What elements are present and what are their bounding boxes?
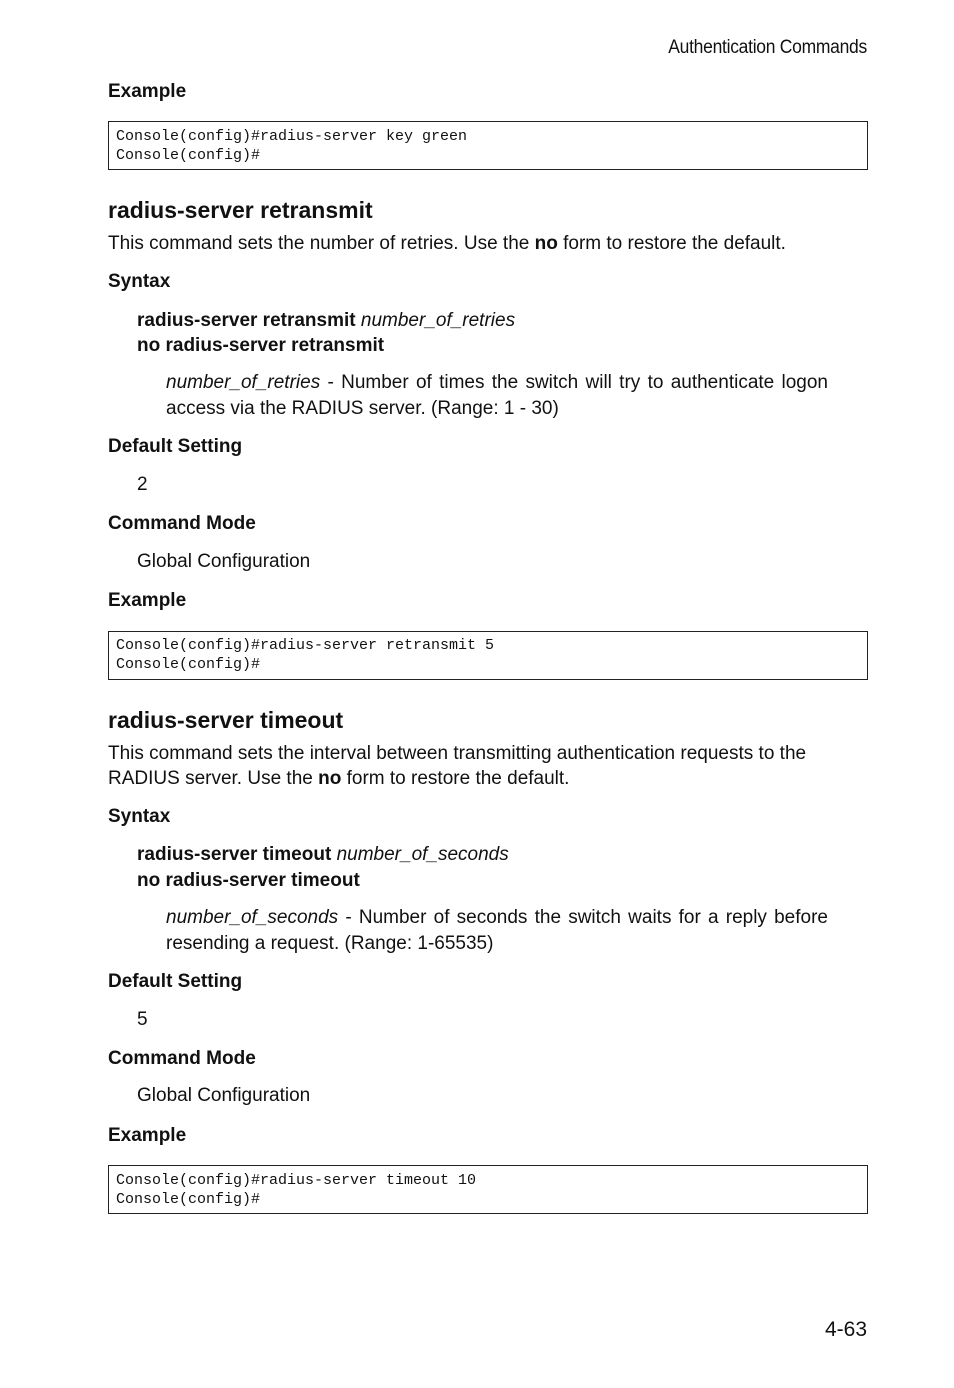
- default-setting-value: 2: [137, 474, 148, 495]
- default-setting-label: Default Setting: [108, 971, 243, 992]
- code-line: Console(config)#: [116, 147, 261, 164]
- code-block: [108, 121, 868, 170]
- syntax-no-line: [137, 868, 360, 893]
- intro-text: This command sets the interval between transmitting authentication requests to the RADIUS server. Use the: [108, 743, 807, 789]
- parameter-text: - Number of seconds the switch waits for a reply before resending a request. (Range: 1-65535): [166, 907, 828, 954]
- intro-text: form to restore the default.: [341, 768, 570, 789]
- syntax-line: [137, 842, 509, 867]
- syntax-no-line: [137, 333, 384, 358]
- syntax-label: Syntax: [108, 271, 171, 292]
- code-line: Console(config)#radius-server timeout 10: [116, 1172, 477, 1189]
- code-line: Console(config)#radius-server key green: [116, 128, 468, 145]
- code-line: Console(config)#radius-server retransmit 5: [116, 637, 495, 654]
- command-mode-label: Command Mode: [108, 513, 256, 534]
- example-label: Example: [108, 1125, 187, 1146]
- parameter-description: [166, 905, 828, 957]
- section-intro: [108, 741, 868, 791]
- command-mode-label: Command Mode: [108, 1048, 256, 1069]
- intro-keyword: no: [318, 768, 342, 789]
- section-title: radius-server retransmit: [108, 197, 373, 223]
- parameter-name: number_of_seconds: [166, 907, 339, 928]
- default-setting-label: Default Setting: [108, 436, 243, 457]
- default-setting-value: 5: [137, 1009, 148, 1030]
- code-line: Console(config)#: [116, 1191, 261, 1208]
- running-header: Authentication Commands: [668, 37, 867, 58]
- intro-keyword: no: [534, 233, 558, 254]
- page-number: 4-63: [824, 1318, 867, 1341]
- syntax-command: radius-server timeout: [137, 844, 332, 865]
- syntax-label: Syntax: [108, 806, 171, 827]
- syntax-command: radius-server retransmit: [137, 310, 356, 331]
- syntax-no-command: no radius-server timeout: [137, 870, 360, 891]
- parameter-description: [166, 370, 828, 422]
- code-block: [108, 1165, 868, 1214]
- intro-text: form to restore the default.: [557, 233, 786, 254]
- command-mode-value: Global Configuration: [137, 1085, 311, 1106]
- parameter-name: number_of_retries: [166, 372, 321, 393]
- syntax-no-command: no radius-server retransmit: [137, 335, 385, 356]
- section-title: radius-server timeout: [108, 707, 344, 733]
- example-label: Example: [108, 81, 187, 102]
- syntax-line: [137, 308, 515, 333]
- syntax-parameter: number_of_retries: [360, 310, 516, 331]
- code-block: [108, 631, 868, 680]
- intro-text: This command sets the number of retries. Use the: [108, 233, 535, 254]
- parameter-text: - Number of times the switch will try to authenticate logon access via the RADIUS server. (Range: 1 - 30): [166, 372, 828, 419]
- syntax-parameter: number_of_seconds: [336, 844, 509, 865]
- command-mode-value: Global Configuration: [137, 551, 311, 572]
- code-line: Console(config)#: [116, 656, 261, 673]
- section-intro: [108, 231, 868, 256]
- example-label: Example: [108, 590, 187, 611]
